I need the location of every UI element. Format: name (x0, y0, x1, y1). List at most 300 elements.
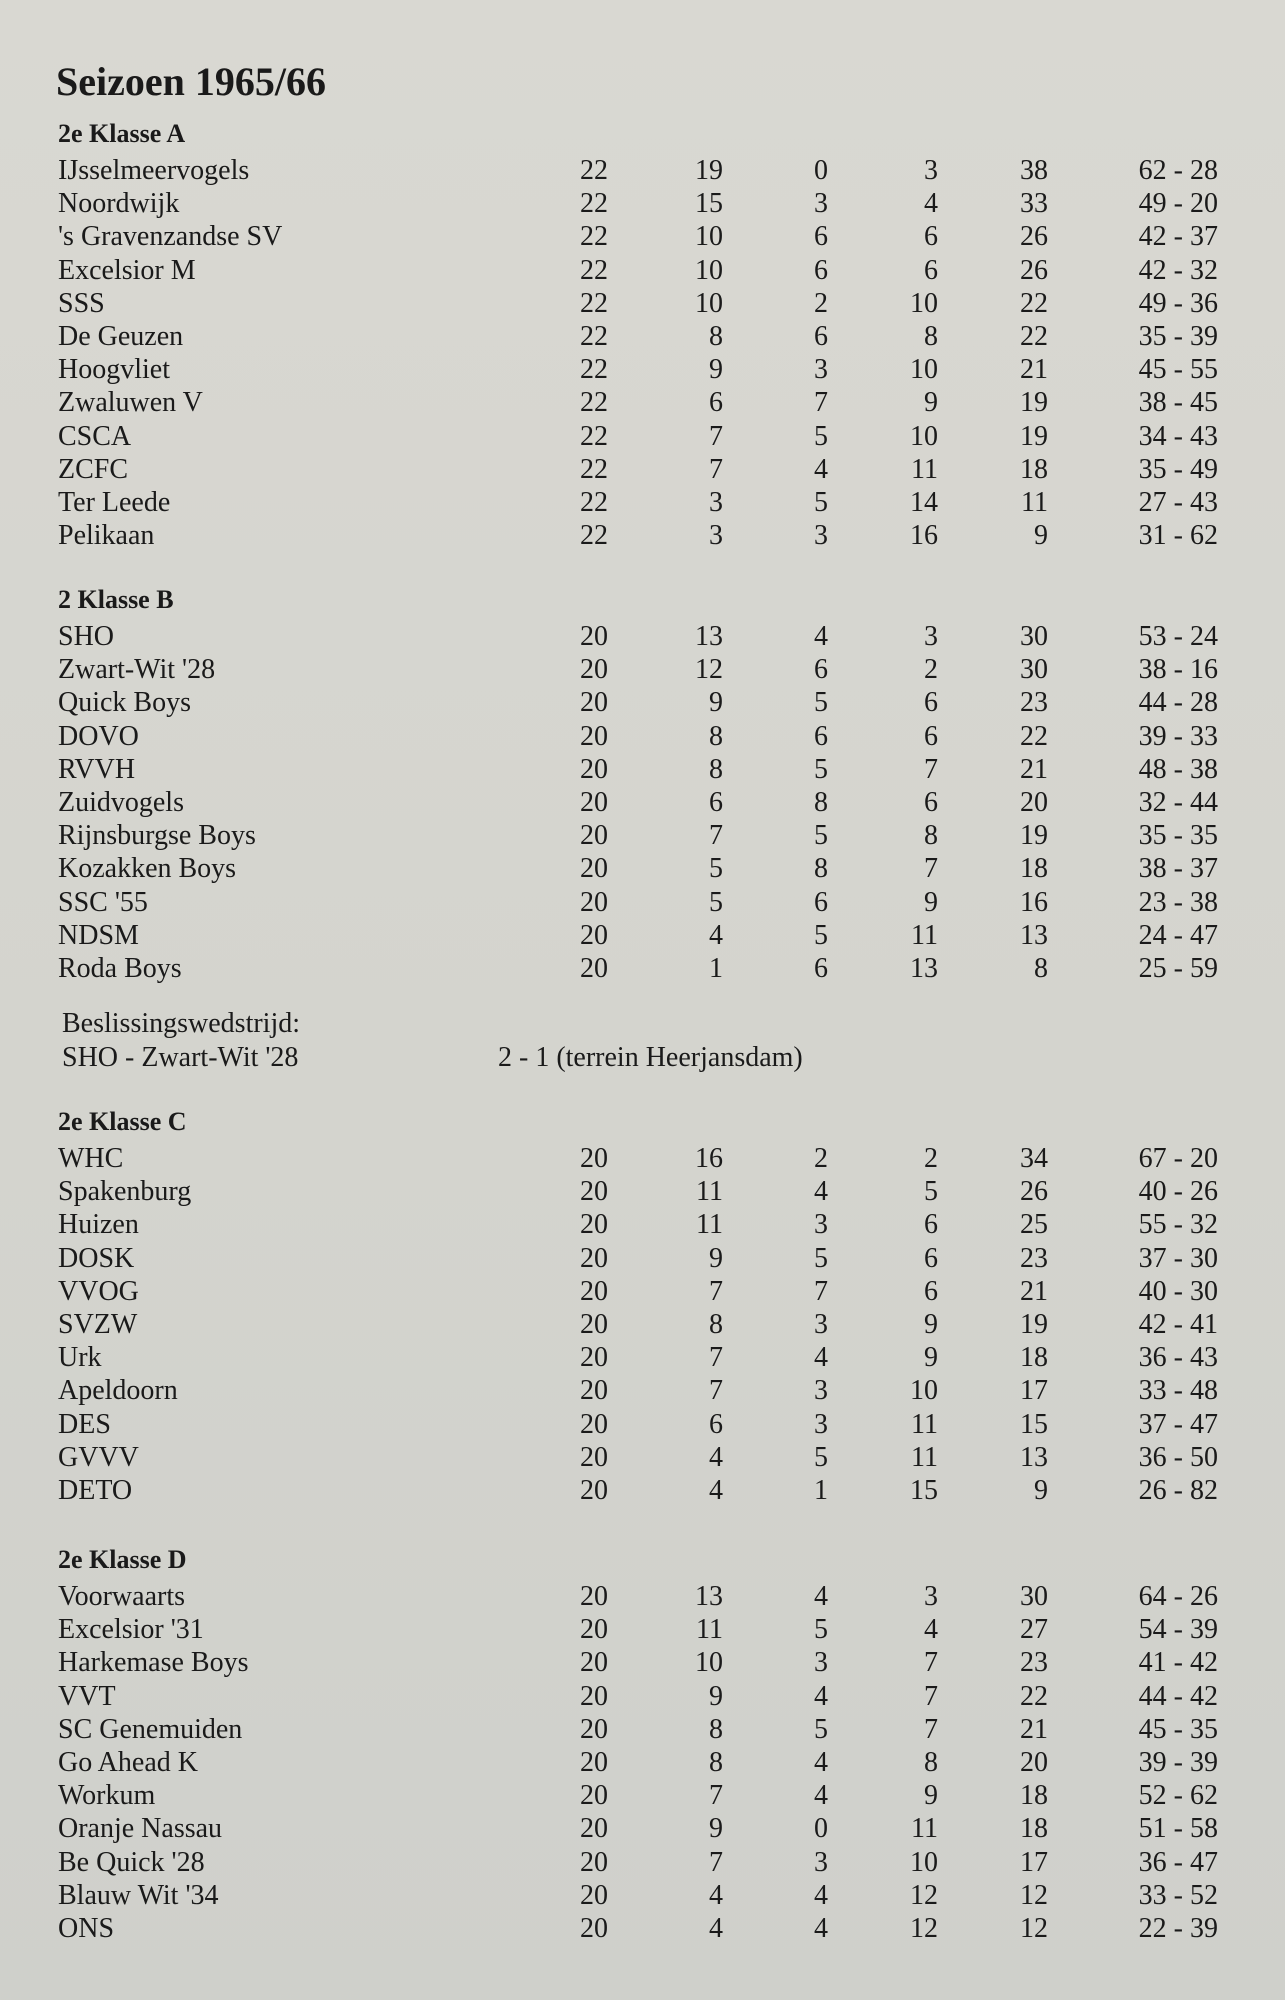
table-row (58, 786, 1218, 819)
points-cell: 15 (1020, 1408, 1048, 1440)
team-name-cell: Harkemase Boys (58, 1647, 249, 1679)
drawn-cell: 4 (814, 1342, 828, 1374)
goals-cell: 38 - 45 (1138, 387, 1218, 419)
drawn-cell: 5 (814, 420, 828, 452)
points-cell: 22 (1020, 720, 1048, 752)
goals-cell: 64 - 26 (1138, 1581, 1218, 1612)
points-cell: 18 (1020, 1780, 1048, 1812)
team-name-cell: DETO (58, 1475, 133, 1507)
table-row (58, 220, 1218, 253)
points-cell: 22 (1020, 1680, 1048, 1712)
drawn-cell: 6 (814, 321, 828, 353)
played-cell: 20 (580, 1309, 608, 1341)
drawn-cell: 2 (814, 287, 828, 319)
drawn-cell: 5 (814, 1441, 828, 1473)
team-name-cell: ZCFC (58, 453, 129, 485)
team-name-cell: DES (58, 1408, 111, 1440)
goals-cell: 52 - 62 (1138, 1780, 1218, 1812)
team-name-cell: De Geuzen (58, 321, 184, 353)
goals-cell: 35 - 35 (1138, 820, 1218, 852)
table-row (58, 1341, 1218, 1374)
table-row (58, 486, 1218, 519)
lost-cell: 11 (911, 1408, 938, 1440)
drawn-cell: 3 (814, 354, 828, 386)
points-cell: 22 (1020, 287, 1048, 319)
drawn-cell: 3 (814, 520, 828, 552)
points-cell: 17 (1020, 1375, 1048, 1407)
won-cell: 7 (709, 1342, 723, 1374)
won-cell: 16 (695, 1143, 723, 1174)
won-cell: 11 (696, 1614, 723, 1646)
standings-table (58, 1580, 1218, 1945)
won-cell: 11 (696, 1176, 723, 1208)
table-row (58, 819, 1218, 852)
points-cell: 21 (1020, 354, 1048, 386)
playoff-line (62, 1041, 803, 1075)
drawn-cell: 7 (814, 387, 828, 419)
drawn-cell: 4 (814, 453, 828, 485)
played-cell: 20 (580, 853, 608, 885)
goals-cell: 35 - 49 (1138, 453, 1218, 485)
won-cell: 1 (709, 953, 723, 985)
goals-cell: 22 - 39 (1138, 1913, 1218, 1945)
drawn-cell: 4 (814, 1780, 828, 1812)
points-cell: 34 (1020, 1143, 1048, 1174)
table-row (58, 519, 1218, 552)
team-name-cell: NDSM (58, 919, 139, 951)
table-row (58, 753, 1218, 786)
won-cell: 6 (709, 387, 723, 419)
played-cell: 20 (580, 1680, 608, 1712)
goals-cell: 34 - 43 (1138, 420, 1218, 452)
points-cell: 26 (1020, 1176, 1048, 1208)
points-cell: 19 (1020, 387, 1048, 419)
played-cell: 20 (580, 1441, 608, 1473)
points-cell: 17 (1020, 1846, 1048, 1878)
section-2e-klasse-d (58, 1544, 1218, 1945)
lost-cell: 6 (924, 254, 938, 286)
lost-cell: 8 (924, 820, 938, 852)
played-cell: 22 (580, 287, 608, 319)
team-name-cell: GVVV (58, 1441, 139, 1473)
team-name-cell: RVVH (58, 753, 136, 785)
table-row (58, 1208, 1218, 1241)
goals-cell: 48 - 38 (1138, 753, 1218, 785)
lost-cell: 7 (924, 853, 938, 885)
played-cell: 20 (580, 820, 608, 852)
drawn-cell: 5 (814, 919, 828, 951)
lost-cell: 10 (910, 1375, 938, 1407)
team-name-cell: Go Ahead K (58, 1747, 198, 1779)
team-name-cell: SSC '55 (58, 886, 148, 918)
goals-cell: 40 - 26 (1138, 1176, 1218, 1208)
drawn-cell: 3 (814, 1309, 828, 1341)
drawn-cell: 1 (814, 1475, 828, 1507)
team-name-cell: SSS (58, 287, 105, 319)
points-cell: 27 (1020, 1614, 1048, 1646)
drawn-cell: 3 (814, 1408, 828, 1440)
won-cell: 8 (709, 720, 723, 752)
goals-cell: 45 - 55 (1138, 354, 1218, 386)
won-cell: 7 (709, 1780, 723, 1812)
table-row (58, 353, 1218, 386)
drawn-cell: 4 (814, 1747, 828, 1779)
team-name-cell: Zwaluwen V (58, 387, 203, 419)
team-name-cell: Blauw Wit '34 (58, 1879, 219, 1911)
lost-cell: 9 (924, 387, 938, 419)
table-row (58, 919, 1218, 952)
lost-cell: 6 (924, 720, 938, 752)
played-cell: 20 (580, 654, 608, 686)
table-row (58, 1613, 1218, 1646)
played-cell: 20 (580, 1713, 608, 1745)
goals-cell: 27 - 43 (1138, 487, 1218, 519)
won-cell: 9 (709, 1242, 723, 1274)
table-row (58, 1846, 1218, 1879)
drawn-cell: 5 (814, 820, 828, 852)
lost-cell: 11 (911, 1441, 938, 1473)
played-cell: 20 (580, 1614, 608, 1646)
points-cell: 9 (1034, 520, 1048, 552)
team-name-cell: CSCA (58, 420, 132, 452)
lost-cell: 10 (910, 354, 938, 386)
drawn-cell: 2 (814, 1143, 828, 1174)
goals-cell: 42 - 41 (1138, 1309, 1218, 1341)
team-name-cell: Apeldoorn (58, 1375, 178, 1407)
drawn-cell: 6 (814, 953, 828, 985)
team-name-cell: Quick Boys (58, 687, 191, 719)
lost-cell: 7 (924, 753, 938, 785)
won-cell: 13 (695, 621, 723, 652)
played-cell: 20 (580, 1780, 608, 1812)
team-name-cell: Huizen (58, 1209, 139, 1241)
table-row (58, 1879, 1218, 1912)
won-cell: 7 (709, 820, 723, 852)
won-cell: 8 (709, 1309, 723, 1341)
points-cell: 30 (1020, 1581, 1048, 1612)
goals-cell: 40 - 30 (1138, 1275, 1218, 1307)
points-cell: 18 (1020, 1342, 1048, 1374)
lost-cell: 15 (910, 1475, 938, 1507)
played-cell: 22 (580, 155, 608, 186)
table-row (58, 1779, 1218, 1812)
drawn-cell: 0 (814, 155, 828, 186)
goals-cell: 49 - 20 (1138, 188, 1218, 220)
lost-cell: 9 (924, 1342, 938, 1374)
played-cell: 20 (580, 1242, 608, 1274)
played-cell: 20 (580, 1846, 608, 1878)
won-cell: 9 (709, 1813, 723, 1845)
played-cell: 20 (580, 1342, 608, 1374)
lost-cell: 2 (924, 1143, 938, 1174)
won-cell: 3 (709, 487, 723, 519)
points-cell: 23 (1020, 687, 1048, 719)
played-cell: 20 (580, 753, 608, 785)
points-cell: 21 (1020, 753, 1048, 785)
lost-cell: 3 (924, 1581, 938, 1612)
lost-cell: 11 (911, 453, 938, 485)
goals-cell: 53 - 24 (1138, 621, 1218, 652)
points-cell: 19 (1020, 1309, 1048, 1341)
points-cell: 18 (1020, 853, 1048, 885)
played-cell: 22 (580, 520, 608, 552)
goals-cell: 67 - 20 (1138, 1143, 1218, 1174)
lost-cell: 14 (910, 487, 938, 519)
team-name-cell: Zuidvogels (58, 787, 184, 819)
drawn-cell: 6 (814, 254, 828, 286)
team-name-cell: Workum (58, 1780, 156, 1812)
won-cell: 12 (695, 654, 723, 686)
goals-cell: 62 - 28 (1138, 155, 1218, 186)
drawn-cell: 5 (814, 687, 828, 719)
won-cell: 9 (709, 1680, 723, 1712)
standings-table (58, 1142, 1218, 1507)
goals-cell: 23 - 38 (1138, 886, 1218, 918)
table-row (58, 1175, 1218, 1208)
drawn-cell: 4 (814, 1581, 828, 1612)
played-cell: 20 (580, 1747, 608, 1779)
points-cell: 21 (1020, 1275, 1048, 1307)
points-cell: 16 (1020, 886, 1048, 918)
points-cell: 26 (1020, 254, 1048, 286)
table-row (58, 1912, 1218, 1945)
drawn-cell: 3 (814, 1647, 828, 1679)
lost-cell: 10 (910, 1846, 938, 1878)
lost-cell: 6 (924, 1242, 938, 1274)
goals-cell: 38 - 16 (1138, 654, 1218, 686)
table-row (58, 886, 1218, 919)
table-row (58, 254, 1218, 287)
team-name-cell: Excelsior M (58, 254, 196, 286)
team-name-cell: Be Quick '28 (58, 1846, 205, 1878)
goals-cell: 24 - 47 (1138, 919, 1218, 951)
drawn-cell: 5 (814, 753, 828, 785)
lost-cell: 6 (924, 1275, 938, 1307)
won-cell: 10 (695, 1647, 723, 1679)
table-row (58, 1746, 1218, 1779)
goals-cell: 37 - 30 (1138, 1242, 1218, 1274)
won-cell: 4 (709, 1913, 723, 1945)
table-row (58, 453, 1218, 486)
drawn-cell: 8 (814, 853, 828, 885)
section-2e-klasse-c (58, 1106, 1218, 1507)
points-cell: 8 (1034, 953, 1048, 985)
goals-cell: 32 - 44 (1138, 787, 1218, 819)
team-name-cell: Oranje Nassau (58, 1813, 223, 1845)
table-row (58, 952, 1218, 985)
drawn-cell: 4 (814, 1680, 828, 1712)
team-name-cell: SC Genemuiden (58, 1713, 243, 1745)
won-cell: 8 (709, 321, 723, 353)
table-row (58, 1142, 1218, 1175)
goals-cell: 49 - 36 (1138, 287, 1218, 319)
points-cell: 12 (1020, 1913, 1048, 1945)
lost-cell: 12 (910, 1879, 938, 1911)
table-row (58, 1680, 1218, 1713)
lost-cell: 6 (924, 221, 938, 253)
section-2-klasse-b (58, 584, 1218, 985)
points-cell: 30 (1020, 654, 1048, 686)
playoff-match: SHO - Zwart-Wit '28 (62, 1042, 299, 1073)
won-cell: 3 (709, 520, 723, 552)
won-cell: 8 (709, 1747, 723, 1779)
goals-cell: 36 - 50 (1138, 1441, 1218, 1473)
played-cell: 22 (580, 453, 608, 485)
standings-table (58, 154, 1218, 552)
standings-table (58, 620, 1218, 985)
drawn-cell: 5 (814, 1713, 828, 1745)
team-name-cell: Excelsior '31 (58, 1614, 204, 1646)
lost-cell: 13 (910, 953, 938, 985)
won-cell: 4 (709, 919, 723, 951)
goals-cell: 25 - 59 (1138, 953, 1218, 985)
table-row (58, 187, 1218, 220)
goals-cell: 45 - 35 (1138, 1713, 1218, 1745)
team-name-cell: VVT (58, 1680, 116, 1712)
table-row (58, 287, 1218, 320)
lost-cell: 4 (924, 1614, 938, 1646)
drawn-cell: 6 (814, 720, 828, 752)
lost-cell: 11 (911, 919, 938, 951)
section-2e-klasse-a (58, 118, 1218, 552)
drawn-cell: 3 (814, 1846, 828, 1878)
played-cell: 22 (580, 321, 608, 353)
table-row (58, 1812, 1218, 1845)
won-cell: 10 (695, 221, 723, 253)
points-cell: 26 (1020, 221, 1048, 253)
team-name-cell: Voorwaarts (58, 1581, 186, 1612)
played-cell: 20 (580, 1209, 608, 1241)
drawn-cell: 3 (814, 1375, 828, 1407)
drawn-cell: 5 (814, 1614, 828, 1646)
table-row (58, 1408, 1218, 1441)
team-name-cell: Spakenburg (58, 1176, 192, 1208)
lost-cell: 7 (924, 1680, 938, 1712)
team-name-cell: DOVO (58, 720, 139, 752)
drawn-cell: 8 (814, 787, 828, 819)
table-row (58, 620, 1218, 653)
drawn-cell: 6 (814, 221, 828, 253)
team-name-cell: Roda Boys (58, 953, 182, 985)
won-cell: 7 (709, 420, 723, 452)
played-cell: 22 (580, 387, 608, 419)
team-name-cell: 's Gravenzandse SV (58, 221, 283, 253)
won-cell: 8 (709, 1713, 723, 1745)
won-cell: 8 (709, 753, 723, 785)
won-cell: 4 (709, 1879, 723, 1911)
played-cell: 20 (580, 720, 608, 752)
points-cell: 19 (1020, 820, 1048, 852)
won-cell: 7 (709, 453, 723, 485)
team-name-cell: SVZW (58, 1309, 138, 1341)
team-name-cell: VVOG (58, 1275, 139, 1307)
played-cell: 20 (580, 1913, 608, 1945)
goals-cell: 37 - 47 (1138, 1408, 1218, 1440)
lost-cell: 9 (924, 1780, 938, 1812)
played-cell: 20 (580, 1143, 608, 1174)
team-name-cell: Rijnsburgse Boys (58, 820, 256, 852)
table-row (58, 1580, 1218, 1613)
points-cell: 22 (1020, 321, 1048, 353)
won-cell: 10 (695, 287, 723, 319)
won-cell: 10 (695, 254, 723, 286)
goals-cell: 55 - 32 (1138, 1209, 1218, 1241)
won-cell: 5 (709, 853, 723, 885)
table-row (58, 720, 1218, 753)
drawn-cell: 5 (814, 487, 828, 519)
section-heading: 2e Klasse D (58, 1545, 187, 1574)
played-cell: 20 (580, 1879, 608, 1911)
section-heading: 2e Klasse C (58, 1107, 187, 1136)
lost-cell: 3 (924, 155, 938, 186)
lost-cell: 12 (910, 1913, 938, 1945)
team-name-cell: Hoogvliet (58, 354, 170, 386)
goals-cell: 35 - 39 (1138, 321, 1218, 353)
won-cell: 19 (695, 155, 723, 186)
played-cell: 20 (580, 1813, 608, 1845)
drawn-cell: 3 (814, 188, 828, 220)
goals-cell: 42 - 32 (1138, 254, 1218, 286)
played-cell: 20 (580, 886, 608, 918)
team-name-cell: Urk (58, 1342, 102, 1374)
table-row (58, 1242, 1218, 1275)
goals-cell: 44 - 28 (1138, 687, 1218, 719)
won-cell: 4 (709, 1441, 723, 1473)
played-cell: 20 (580, 1275, 608, 1307)
goals-cell: 33 - 48 (1138, 1375, 1218, 1407)
drawn-cell: 4 (814, 1913, 828, 1945)
lost-cell: 6 (924, 1209, 938, 1241)
played-cell: 20 (580, 1647, 608, 1679)
won-cell: 9 (709, 687, 723, 719)
won-cell: 6 (709, 787, 723, 819)
table-row (58, 1275, 1218, 1308)
lost-cell: 6 (924, 787, 938, 819)
won-cell: 7 (709, 1846, 723, 1878)
drawn-cell: 6 (814, 654, 828, 686)
team-name-cell: IJsselmeervogels (58, 155, 250, 186)
lost-cell: 9 (924, 886, 938, 918)
points-cell: 18 (1020, 453, 1048, 485)
table-row (58, 852, 1218, 885)
team-name-cell: ONS (58, 1913, 115, 1945)
played-cell: 20 (580, 1375, 608, 1407)
playoff-label: Beslissingswedstrijd: (62, 1008, 301, 1039)
points-cell: 19 (1020, 420, 1048, 452)
won-cell: 13 (695, 1581, 723, 1612)
points-cell: 30 (1020, 621, 1048, 652)
goals-cell: 36 - 47 (1138, 1846, 1218, 1878)
won-cell: 4 (709, 1475, 723, 1507)
played-cell: 20 (580, 1408, 608, 1440)
played-cell: 20 (580, 1176, 608, 1208)
table-row (58, 386, 1218, 419)
goals-cell: 33 - 52 (1138, 1879, 1218, 1911)
table-row (58, 320, 1218, 353)
played-cell: 20 (580, 621, 608, 652)
drawn-cell: 4 (814, 1176, 828, 1208)
team-name-cell: SHO (58, 621, 115, 652)
played-cell: 20 (580, 687, 608, 719)
goals-cell: 51 - 58 (1138, 1813, 1218, 1845)
team-name-cell: Pelikaan (58, 520, 155, 552)
played-cell: 22 (580, 420, 608, 452)
section-heading: 2e Klasse A (58, 119, 186, 148)
played-cell: 22 (580, 354, 608, 386)
points-cell: 13 (1020, 1441, 1048, 1473)
lost-cell: 11 (911, 1813, 938, 1845)
won-cell: 15 (695, 188, 723, 220)
